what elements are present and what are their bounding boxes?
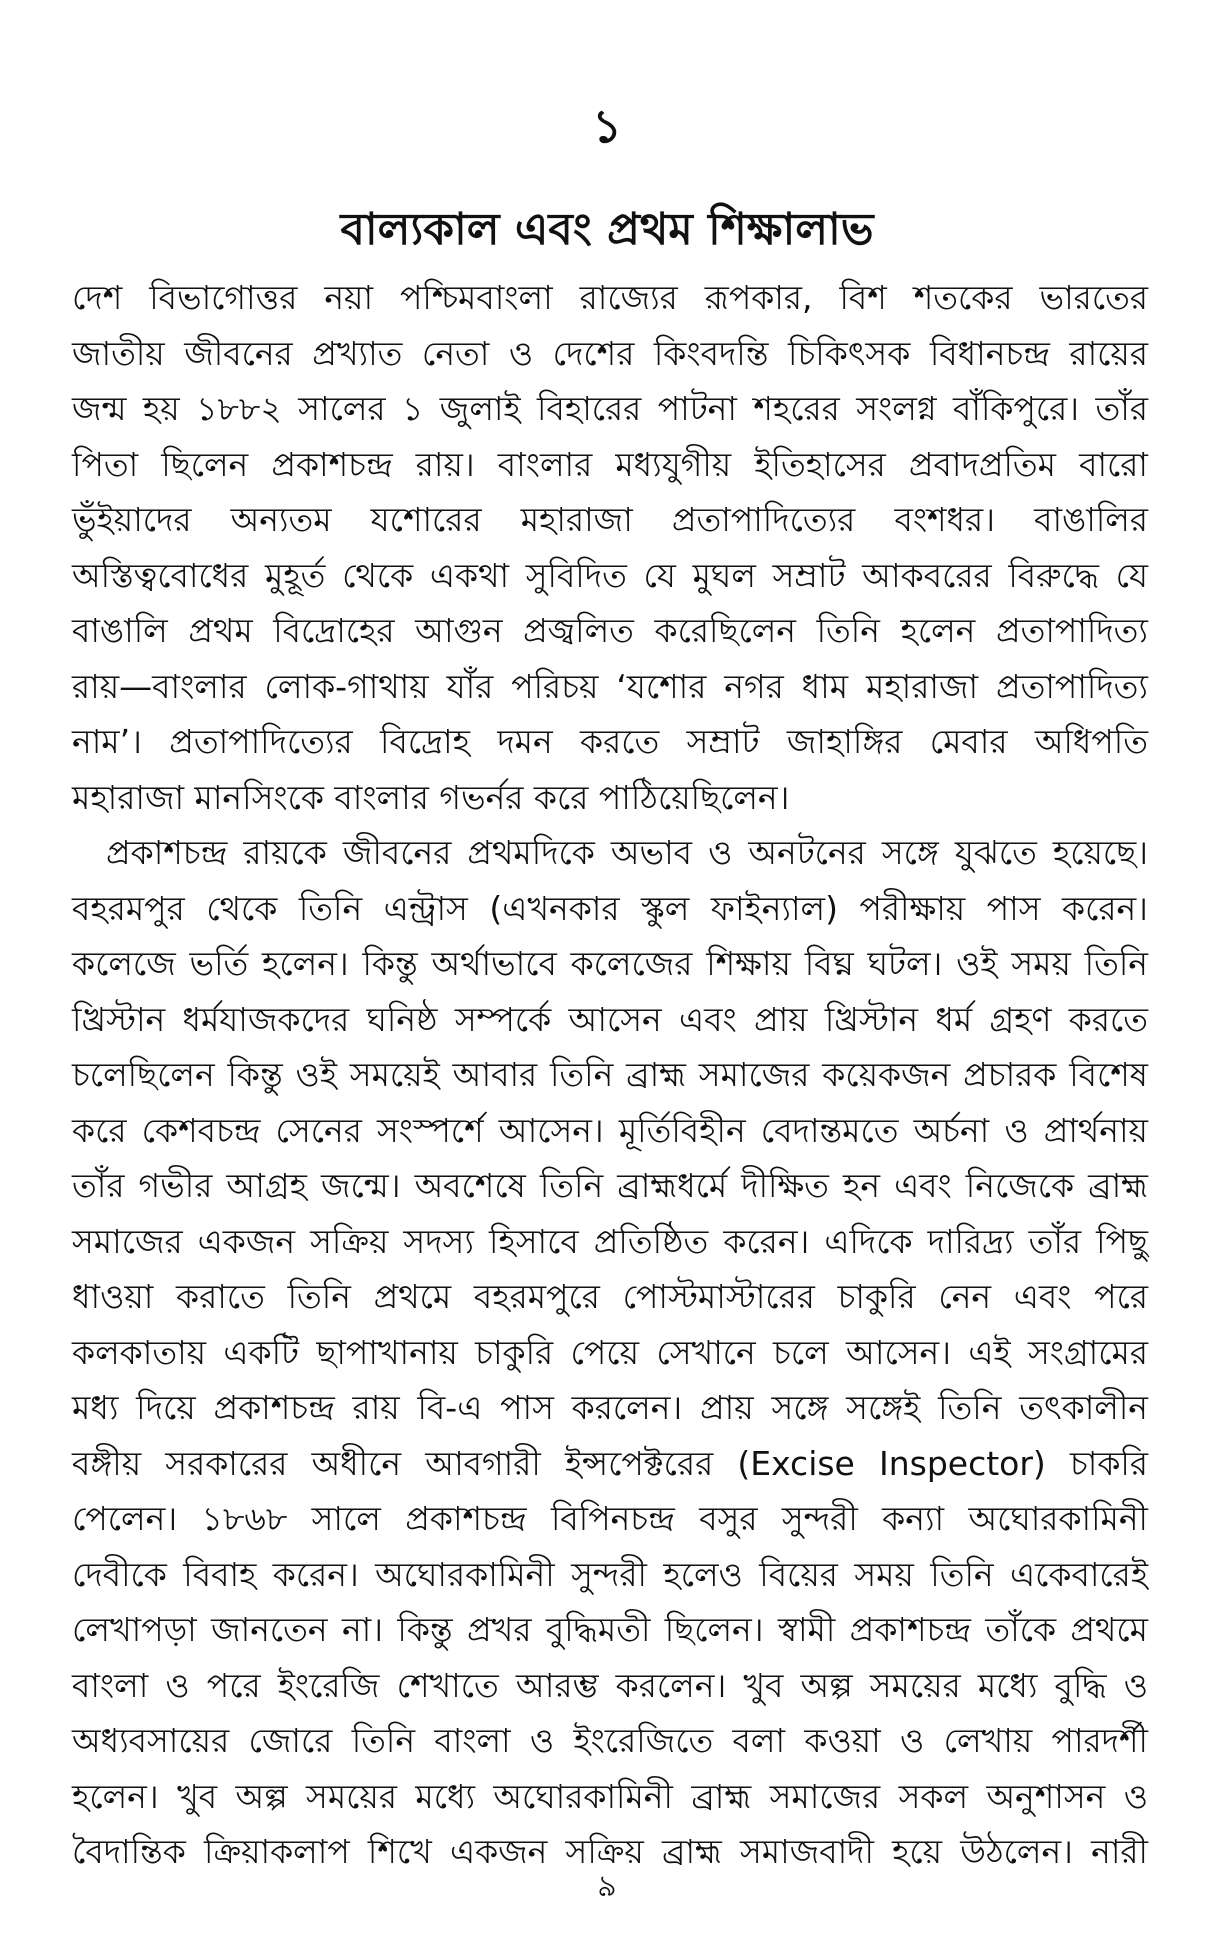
chapter-number: ১: [592, 99, 622, 153]
text-line: মহারাজা মানসিংকে বাংলার গভর্নর করে পাঠিয়েছিলেন।: [72, 777, 790, 817]
text-line: দেবীকে বিবাহ করেন। অঘোরকামিনী সুন্দরী হলেও বিয়ের সময় তিনি একেবারেই: [72, 1554, 1148, 1594]
text-line: পিতা ছিলেন প্রকাশচন্দ্র রায়। বাংলার মধ্যযুগীয় ইতিহাসের প্রবাদপ্রতিম বারো: [72, 444, 1148, 484]
text-line: কলকাতায় একটি ছাপাখানায় চাকুরি পেয়ে সেখানে চলে আসেন। এই সংগ্রামের: [72, 1332, 1148, 1372]
text-line: দেশ বিভাগোত্তর নয়া পশ্চিমবাংলা রাজ্যের রূপকার, বিশ শতকের ভারতের: [72, 278, 1148, 317]
text-line: জাতীয় জীবনের প্রখ্যাত নেতা ও দেশের কিংবদন্তি চিকিৎসক বিধানচন্দ্র রায়ের: [72, 333, 1148, 373]
text-line: ভুঁইয়াদের অন্যতম যশোরের মহারাজা প্রতাপাদিত্যের বংশধর। বাঙালির: [72, 500, 1148, 539]
text-line: ধাওয়া করাতে তিনি প্রথমে বহরমপুরে পোস্টমাস্টারের চাকুরি নেন এবং পরে: [72, 1277, 1148, 1316]
text-line: সমাজের একজন সক্রিয় সদস্য হিসাবে প্রতিষ্ঠিত করেন। এদিকে দারিদ্র্য তাঁর পিছু: [72, 1221, 1148, 1261]
text-line: হলেন। খুব অল্প সময়ের মধ্যে অঘোরকামিনী ব্রাহ্ম সমাজের সকল অনুশাসন ও: [72, 1776, 1148, 1816]
text-line: অস্তিত্ববোধের মুহূর্ত থেকে একথা সুবিদিত যে মুঘল সম্রাট আকবরের বিরুদ্ধে যে: [72, 555, 1148, 595]
text-line: বাঙালি প্রথম বিদ্রোহের আগুন প্রজ্বলিত করেছিলেন তিনি হলেন প্রতাপাদিত্য: [72, 611, 1148, 650]
text-line: অধ্যবসায়ের জোরে তিনি বাংলা ও ইংরেজিতে বলা কওয়া ও লেখায় পারদর্শী: [72, 1721, 1148, 1760]
text-line: লেখাপড়া জানতেন না। কিন্তু প্রখর বুদ্ধিমতী ছিলেন। স্বামী প্রকাশচন্দ্র তাঁকে প্রথমে: [72, 1610, 1148, 1649]
text-line: বৈদান্তিক ক্রিয়াকলাপ শিখে একজন সক্রিয় ব্রাহ্ম সমাজবাদী হয়ে উঠলেন। নারী: [72, 1832, 1148, 1871]
text-line: মধ্য দিয়ে প্রকাশচন্দ্র রায় বি-এ পাস করলেন। প্রায় সঙ্গে সঙ্গেই তিনি তৎকালীন: [72, 1388, 1148, 1427]
chapter-title: বাল্যকাল এবং প্রথম শিক্ষালাভ: [340, 204, 874, 255]
text-line: চলেছিলেন কিন্তু ওই সময়েই আবার তিনি ব্রাহ্ম সমাজের কয়েকজন প্রচারক বিশেষ: [72, 1055, 1148, 1094]
text-line: তাঁর গভীর আগ্রহ জন্মে। অবশেষে তিনি ব্রাহ্মধর্মে দীক্ষিত হন এবং নিজেকে ব্রাহ্ম: [72, 1166, 1148, 1205]
page-number: ৯: [597, 1869, 617, 1904]
body-text: [72, 270, 1148, 1880]
text-line: প্রকাশচন্দ্র রায়কে জীবনের প্রথমদিকে অভাব ও অনটনের সঙ্গে যুঝতে হয়েছে।: [106, 833, 1148, 872]
text-line: রায়—বাংলার লোক-গাথায় যাঁর পরিচয় ‘যশোর নগর ধাম মহারাজা প্রতাপাদিত্য: [72, 666, 1148, 706]
text-line: পেলেন। ১৮৬৮ সালে প্রকাশচন্দ্র বিপিনচন্দ্র বসুর সুন্দরী কন্যা অঘোরকামিনী: [72, 1499, 1148, 1538]
text-line: বঙ্গীয় সরকারের অধীনে আবগারী ইন্সপেক্টরের (Excise Inspector) চাকরি: [72, 1443, 1148, 1483]
text-line: করে কেশবচন্দ্র সেনের সংস্পর্শে আসেন। মূর্তিবিহীন বেদান্তমতে অর্চনা ও প্রার্থনায়: [72, 1110, 1148, 1150]
text-line: বাংলা ও পরে ইংরেজি শেখাতে আরম্ভ করলেন। খুব অল্প সময়ের মধ্যে বুদ্ধি ও: [72, 1665, 1148, 1705]
text-line: কলেজে ভর্তি হলেন। কিন্তু অর্থাভাবে কলেজের শিক্ষায় বিঘ্ন ঘটল। ওই সময় তিনি: [72, 944, 1148, 983]
text-line: বহরমপুর থেকে তিনি এন্ট্রাস (এখনকার স্কুল ফাইন্যাল) পরীক্ষায় পাস করেন।: [72, 888, 1148, 928]
text-line: জন্ম হয় ১৮৮২ সালের ১ জুলাই বিহারের পাটনা শহরের সংলগ্ন বাঁকিপুরে। তাঁর: [72, 389, 1148, 428]
text-line: নাম’। প্রতাপাদিত্যের বিদ্রোহ দমন করতে সম্রাট জাহাঙ্গির মেবার অধিপতি: [72, 722, 1148, 761]
text-line: খ্রিস্টান ধর্মযাজকদের ঘনিষ্ঠ সম্পর্কে আসেন এবং প্রায় খ্রিস্টান ধর্ম গ্রহণ করতে: [72, 999, 1148, 1039]
